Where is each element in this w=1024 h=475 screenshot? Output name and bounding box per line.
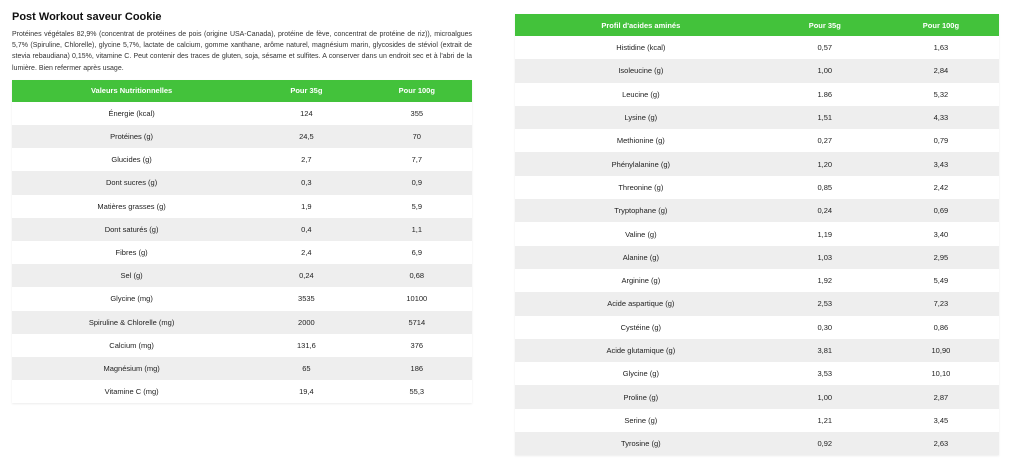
row-value-35g: 1,20 bbox=[767, 152, 883, 175]
row-label: Proline (g) bbox=[515, 385, 767, 408]
row-value-35g: 131,6 bbox=[251, 334, 361, 357]
row-value-35g: 2,7 bbox=[251, 148, 361, 171]
row-value-100g: 2,42 bbox=[883, 176, 999, 199]
row-label: Glycine (g) bbox=[515, 362, 767, 385]
row-value-100g: 2,87 bbox=[883, 385, 999, 408]
nutrition-header-label: Valeurs Nutritionnelles bbox=[12, 80, 251, 102]
row-label: Acide aspartique (g) bbox=[515, 292, 767, 315]
row-value-35g: 0,3 bbox=[251, 171, 361, 194]
table-row bbox=[12, 357, 472, 380]
amino-header-row bbox=[515, 14, 999, 36]
row-value-35g: 0,85 bbox=[767, 176, 883, 199]
row-label: Vitamine C (mg) bbox=[12, 380, 251, 403]
table-row bbox=[12, 311, 472, 334]
table-row bbox=[515, 129, 999, 152]
row-value-100g: 5,49 bbox=[883, 269, 999, 292]
row-value-100g: 2,95 bbox=[883, 246, 999, 269]
row-value-100g: 376 bbox=[362, 334, 472, 357]
amino-table bbox=[515, 14, 999, 455]
amino-header-100g: Pour 100g bbox=[883, 14, 999, 36]
row-value-35g: 1,03 bbox=[767, 246, 883, 269]
row-value-100g: 1,63 bbox=[883, 36, 999, 59]
row-label: Cystéine (g) bbox=[515, 316, 767, 339]
row-label: Énergie (kcal) bbox=[12, 102, 251, 125]
table-row bbox=[12, 125, 472, 148]
row-label: Leucine (g) bbox=[515, 83, 767, 106]
row-value-100g: 55,3 bbox=[362, 380, 472, 403]
row-value-100g: 3,45 bbox=[883, 409, 999, 432]
row-value-35g: 0,4 bbox=[251, 218, 361, 241]
row-label: Sel (g) bbox=[12, 264, 251, 287]
row-value-100g: 0,79 bbox=[883, 129, 999, 152]
row-value-100g: 10100 bbox=[362, 287, 472, 310]
row-value-100g: 355 bbox=[362, 102, 472, 125]
row-value-35g: 0,30 bbox=[767, 316, 883, 339]
row-value-35g: 0,92 bbox=[767, 432, 883, 455]
row-value-35g: 1,92 bbox=[767, 269, 883, 292]
row-value-100g: 5,9 bbox=[362, 195, 472, 218]
table-row bbox=[515, 269, 999, 292]
row-value-100g: 186 bbox=[362, 357, 472, 380]
row-label: Fibres (g) bbox=[12, 241, 251, 264]
row-value-35g: 0,24 bbox=[251, 264, 361, 287]
row-label: Lysine (g) bbox=[515, 106, 767, 129]
table-row bbox=[515, 292, 999, 315]
row-value-35g: 65 bbox=[251, 357, 361, 380]
row-label: Alanine (g) bbox=[515, 246, 767, 269]
row-value-35g: 3535 bbox=[251, 287, 361, 310]
row-label: Arginine (g) bbox=[515, 269, 767, 292]
row-value-35g: 1,00 bbox=[767, 385, 883, 408]
table-row bbox=[12, 287, 472, 310]
row-label: Tyrosine (g) bbox=[515, 432, 767, 455]
row-label: Methionine (g) bbox=[515, 129, 767, 152]
table-row bbox=[515, 176, 999, 199]
row-value-100g: 0,86 bbox=[883, 316, 999, 339]
table-row bbox=[515, 362, 999, 385]
row-value-35g: 2000 bbox=[251, 311, 361, 334]
table-row bbox=[515, 316, 999, 339]
row-label: Histidine (kcal) bbox=[515, 36, 767, 59]
row-value-100g: 3,40 bbox=[883, 222, 999, 245]
table-row bbox=[515, 59, 999, 82]
table-row bbox=[515, 83, 999, 106]
nutrition-header-row bbox=[12, 80, 472, 102]
nutrition-header-35g: Pour 35g bbox=[251, 80, 361, 102]
table-row bbox=[515, 152, 999, 175]
row-value-35g: 1,9 bbox=[251, 195, 361, 218]
table-row bbox=[515, 199, 999, 222]
row-value-100g: 70 bbox=[362, 125, 472, 148]
row-value-35g: 24,5 bbox=[251, 125, 361, 148]
row-value-100g: 4,33 bbox=[883, 106, 999, 129]
table-row bbox=[515, 106, 999, 129]
row-label: Tryptophane (g) bbox=[515, 199, 767, 222]
row-value-100g: 10,10 bbox=[883, 362, 999, 385]
product-title: Post Workout saveur Cookie bbox=[12, 11, 162, 23]
row-value-100g: 0,69 bbox=[883, 199, 999, 222]
amino-table-body bbox=[515, 36, 999, 455]
row-label: Magnésium (mg) bbox=[12, 357, 251, 380]
nutrition-table-body bbox=[12, 102, 472, 403]
table-row bbox=[515, 432, 999, 455]
row-value-35g: 1,19 bbox=[767, 222, 883, 245]
nutrition-section bbox=[12, 8, 472, 403]
table-row bbox=[515, 339, 999, 362]
row-value-35g: 3,81 bbox=[767, 339, 883, 362]
row-value-35g: 2,53 bbox=[767, 292, 883, 315]
row-value-100g: 0,9 bbox=[362, 171, 472, 194]
row-label: Spiruline & Chlorelle (mg) bbox=[12, 311, 251, 334]
row-label: Phénylalanine (g) bbox=[515, 152, 767, 175]
table-row bbox=[12, 380, 472, 403]
row-value-100g: 1,1 bbox=[362, 218, 472, 241]
table-row bbox=[515, 222, 999, 245]
nutrition-table bbox=[12, 80, 472, 403]
table-row bbox=[12, 195, 472, 218]
table-row bbox=[12, 264, 472, 287]
table-row bbox=[12, 241, 472, 264]
row-label: Valine (g) bbox=[515, 222, 767, 245]
row-value-35g: 0,27 bbox=[767, 129, 883, 152]
row-value-35g: 3,53 bbox=[767, 362, 883, 385]
row-value-100g: 2,63 bbox=[883, 432, 999, 455]
row-value-100g: 5714 bbox=[362, 311, 472, 334]
row-label: Serine (g) bbox=[515, 409, 767, 432]
row-value-35g: 19,4 bbox=[251, 380, 361, 403]
row-value-35g: 124 bbox=[251, 102, 361, 125]
table-row bbox=[515, 385, 999, 408]
row-value-35g: 0,24 bbox=[767, 199, 883, 222]
row-label: Protéines (g) bbox=[12, 125, 251, 148]
row-value-35g: 1,51 bbox=[767, 106, 883, 129]
row-label: Isoleucine (g) bbox=[515, 59, 767, 82]
row-label: Glucides (g) bbox=[12, 148, 251, 171]
table-row bbox=[12, 148, 472, 171]
row-label: Matières grasses (g) bbox=[12, 195, 251, 218]
table-row bbox=[515, 36, 999, 59]
row-value-100g: 0,68 bbox=[362, 264, 472, 287]
row-value-100g: 5,32 bbox=[883, 83, 999, 106]
table-row bbox=[12, 171, 472, 194]
row-value-100g: 7,23 bbox=[883, 292, 999, 315]
row-value-35g: 2,4 bbox=[251, 241, 361, 264]
row-label: Glycine (mg) bbox=[12, 287, 251, 310]
amino-header-label: Profil d'acides aminés bbox=[515, 14, 767, 36]
row-value-35g: 0,57 bbox=[767, 36, 883, 59]
row-label: Dont saturés (g) bbox=[12, 218, 251, 241]
row-value-100g: 10,90 bbox=[883, 339, 999, 362]
row-value-35g: 1.86 bbox=[767, 83, 883, 106]
ingredients-text: Protéines végétales 82,9% (concentrat de protéines de pois (origine USA-Canada), protéine de fève, concentrat de protéine de riz)), microalgues 5,7% (Spiruline, Chlorelle), glycine 5,7%, lactate de calcium, gomme xanthane, arôme naturel, magnésium marin, glycosides de stéviol (extrait de stevia rebaudiana) 0,15%, vitamine C. Peut contenir des traces de gluten, soja, sésame et sulfites. A conserver dans un endroit sec et à l'abri de la lumière. Bien refermer après usage. bbox=[12, 31, 472, 72]
table-row bbox=[515, 409, 999, 432]
row-label: Acide glutamique (g) bbox=[515, 339, 767, 362]
row-value-35g: 1,00 bbox=[767, 59, 883, 82]
row-value-100g: 6,9 bbox=[362, 241, 472, 264]
row-label: Threonine (g) bbox=[515, 176, 767, 199]
row-value-100g: 7,7 bbox=[362, 148, 472, 171]
amino-header-35g: Pour 35g bbox=[767, 14, 883, 36]
table-row bbox=[12, 334, 472, 357]
table-row bbox=[12, 102, 472, 125]
table-row bbox=[12, 218, 472, 241]
nutrition-header-100g: Pour 100g bbox=[362, 80, 472, 102]
row-value-35g: 1,21 bbox=[767, 409, 883, 432]
row-label: Calcium (mg) bbox=[12, 334, 251, 357]
table-row bbox=[515, 246, 999, 269]
row-label: Dont sucres (g) bbox=[12, 171, 251, 194]
amino-section bbox=[515, 14, 999, 455]
row-value-100g: 3,43 bbox=[883, 152, 999, 175]
row-value-100g: 2,84 bbox=[883, 59, 999, 82]
